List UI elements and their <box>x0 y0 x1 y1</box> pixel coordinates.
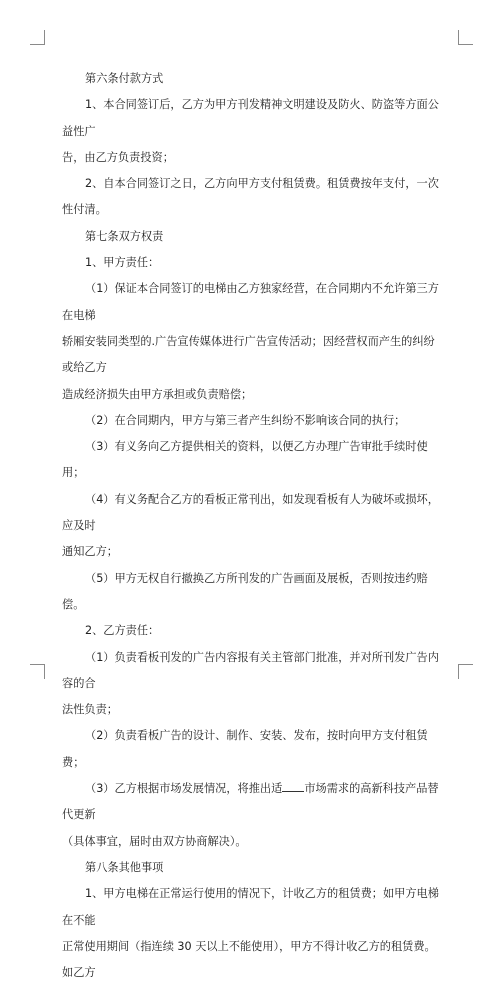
text-fragment: 市场需求的高新科技产品替代更新 <box>62 782 439 822</box>
paragraph-line: 1、本合同签订后，乙方为甲方刊发精神文明建设及防火、防盗等方面公益性广 <box>62 98 439 138</box>
subsection-heading: 2、乙方责任： <box>85 624 160 638</box>
section-heading: 第八条其他事项 <box>85 860 164 874</box>
crop-mark-bottom-right <box>458 664 473 679</box>
paragraph-line: 2、自本合同签订之日，乙方向甲方支付租赁费。租赁费按年支付，一次性付清。 <box>62 177 439 217</box>
paragraph-line: 通知乙方； <box>62 545 118 559</box>
paragraph-line: 法性负责； <box>62 703 118 717</box>
section-heading: 第七条双方权责 <box>85 229 164 243</box>
crop-mark-top-left <box>30 30 45 45</box>
paragraph-line: 告，由乙方负责投资； <box>62 150 174 164</box>
crop-mark-bottom-left <box>30 664 45 679</box>
paragraph-line: （3）有义务向乙方提供相关的资料，以便乙方办理广告审批手续时使用； <box>62 440 428 480</box>
paragraph-line: （具体事宜，届时由双方协商解决）。 <box>62 834 247 848</box>
paragraph-line: （1）负责看板刊发的广告内容报有关主管部门批准，并对所刊发广告内容的合 <box>62 650 439 690</box>
paragraph-line: （1）保证本合同签订的电梯由乙方独家经营，在合同期内不允许第三方在电梯 <box>62 282 439 322</box>
section-heading: 第六条付款方式 <box>85 72 164 85</box>
text-fragment: （3）乙方根据市场发展情况，将推出适 <box>85 782 283 796</box>
paragraph-line: 轿厢安装同类型的.广告宣传媒体进行广告宣传活动；因经营权而产生的纠纷或给乙方 <box>62 334 435 375</box>
document-body <box>62 66 442 986</box>
paragraph-line: 造成经济损失由甲方承担或负责赔偿； <box>62 387 253 401</box>
paragraph-line: （2）在合同期内，甲方与第三者产生纠纷不影响该合同的执行； <box>85 413 406 427</box>
paragraph-line: 正常使用期间（指连续 30 天以上不能使用），甲方不得计收乙方的租赁费。如乙方 <box>62 939 436 980</box>
subsection-heading: 1、甲方责任： <box>85 256 160 270</box>
fill-in-blank <box>282 781 304 792</box>
paragraph-line: （4）有义务配合乙方的看板正常刊出，如发现看板有人为破坏或损坏，应及时 <box>62 492 439 533</box>
paragraph-line: 1、甲方电梯在正常运行使用的情况下，计收乙方的租赁费；如甲方电梯在不能 <box>62 887 439 927</box>
paragraph-line-with-blank <box>62 776 442 829</box>
paragraph-line: （2）负责看板广告的设计、制作、安装、发布，按时向甲方支付租赁费； <box>62 729 428 769</box>
crop-mark-top-right <box>458 30 473 45</box>
paragraph-line: （5）甲方无权自行撤换乙方所刊发的广告画面及展板，否则按违约赔偿。 <box>62 571 428 611</box>
